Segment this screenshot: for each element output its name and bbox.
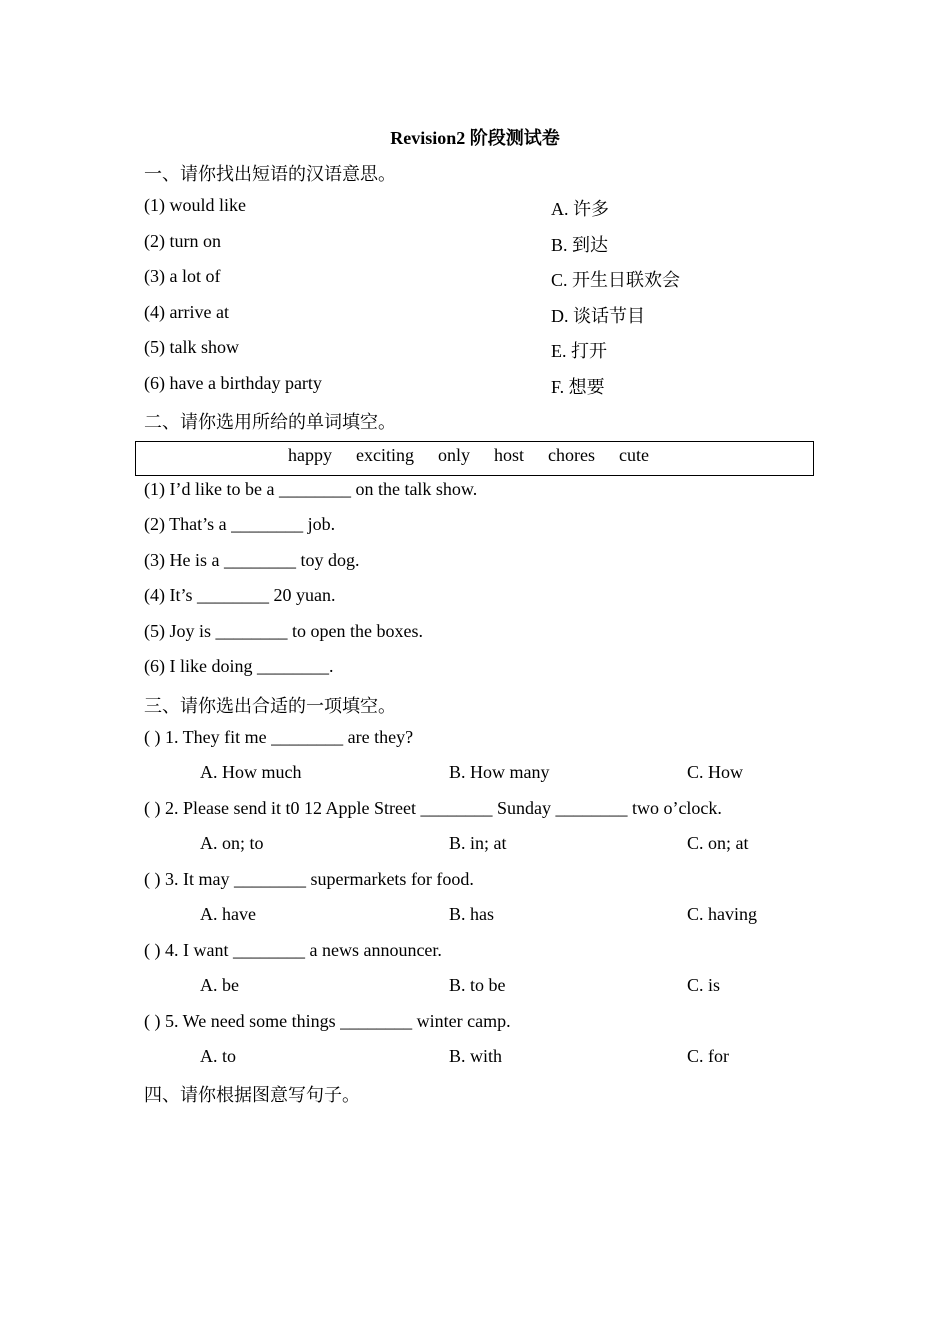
word-bank-item: chores — [548, 445, 595, 465]
word-bank-box — [135, 441, 814, 476]
fill-sentence-4: (4) It’s ________ 20 yuan. — [144, 585, 336, 605]
fill-sentence-2: (2) That’s a ________ job. — [144, 514, 336, 534]
question-2-option-b: B. in; at — [449, 833, 507, 853]
question-1: ( ) 1. They fit me ________ are they? — [144, 727, 414, 747]
question-5: ( ) 5. We need some things ________ winter camp. — [144, 1011, 511, 1031]
question-4-option-c: C. is — [687, 975, 721, 995]
phrase-3: (3) a lot of — [144, 266, 221, 286]
phrase-1: (1) would like — [144, 195, 246, 215]
section3-heading: 三、请你选出合适的一项填空。 — [144, 696, 396, 716]
question-1-option-b: B. How many — [449, 762, 550, 782]
word-bank-item: exciting — [356, 445, 414, 465]
question-1-option-a: A. How much — [200, 762, 302, 782]
phrase-5: (5) talk show — [144, 337, 239, 357]
word-bank-item: happy — [288, 445, 332, 465]
question-2: ( ) 2. Please send it t0 12 Apple Street ________ Sunday ________ two o’clock. — [144, 798, 722, 818]
section2-heading: 二、请你选用所给的单词填空。 — [144, 412, 396, 432]
question-4: ( ) 4. I want ________ a news announcer. — [144, 940, 442, 960]
question-3-option-a: A. have — [200, 904, 256, 924]
fill-sentence-6: (6) I like doing ________. — [144, 656, 334, 676]
page-title: Revision2 阶段测试卷 — [390, 128, 560, 148]
fill-sentence-1: (1) I’d like to be a ________ on the talk show. — [144, 479, 478, 499]
question-3-option-b: B. has — [449, 904, 494, 924]
section4-heading: 四、请你根据图意写句子。 — [144, 1085, 360, 1105]
question-3: ( ) 3. It may ________ supermarkets for food. — [144, 869, 474, 889]
word-bank — [288, 445, 649, 466]
meaning-b: B. 到达 — [551, 235, 609, 255]
word-bank-item: cute — [619, 445, 649, 465]
phrase-6: (6) have a birthday party — [144, 373, 322, 393]
meaning-f: F. 想要 — [551, 377, 605, 397]
meaning-d: D. 谈话节目 — [551, 306, 645, 326]
question-4-option-a: A. be — [200, 975, 239, 995]
section1-heading: 一、请你找出短语的汉语意思。 — [144, 164, 396, 184]
question-3-option-c: C. having — [687, 904, 757, 924]
meaning-e: E. 打开 — [551, 341, 607, 361]
fill-sentence-5: (5) Joy is ________ to open the boxes. — [144, 621, 423, 641]
phrase-4: (4) arrive at — [144, 302, 229, 322]
question-5-option-a: A. to — [200, 1046, 236, 1066]
word-bank-item: only — [437, 445, 470, 465]
question-4-option-b: B. to be — [449, 975, 506, 995]
word-bank-item: host — [494, 445, 525, 465]
question-5-option-b: B. with — [449, 1046, 503, 1066]
fill-sentence-3: (3) He is a ________ toy dog. — [144, 550, 360, 570]
question-5-option-c: C. for — [687, 1046, 729, 1066]
question-1-option-c: C. How — [687, 762, 744, 782]
meaning-a: A. 许多 — [551, 199, 609, 219]
meaning-c: C. 开生日联欢会 — [551, 270, 681, 290]
question-2-option-a: A. on; to — [200, 833, 264, 853]
phrase-2: (2) turn on — [144, 231, 221, 251]
question-2-option-c: C. on; at — [687, 833, 749, 853]
